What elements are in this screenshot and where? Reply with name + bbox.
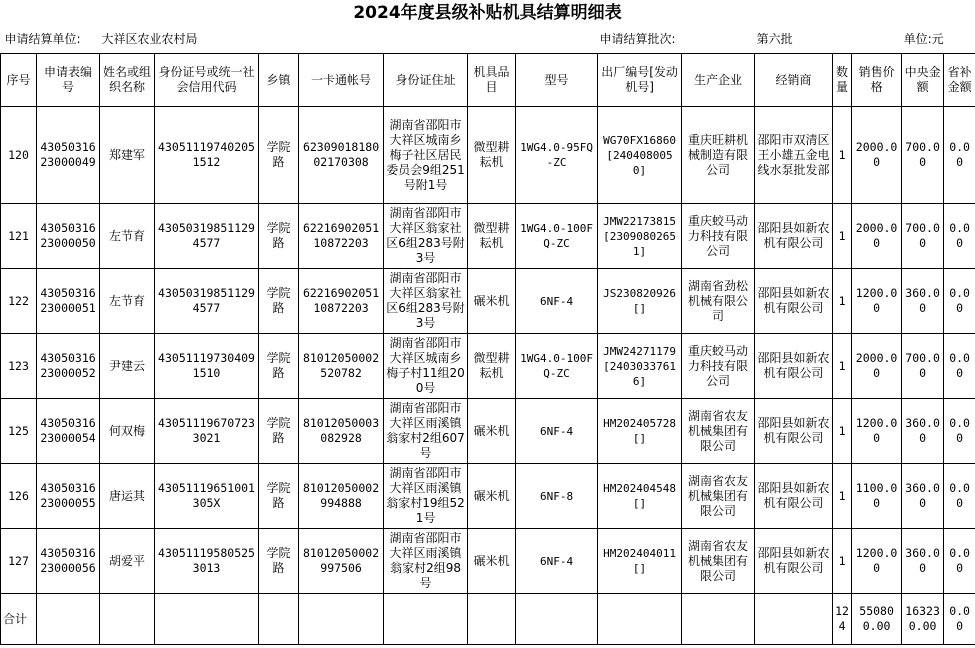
cell-qty: 1 bbox=[833, 464, 852, 529]
column-header: 省补金额 bbox=[944, 54, 975, 107]
cell-seq: 126 bbox=[1, 464, 37, 529]
column-header: 申请表编号 bbox=[37, 54, 100, 107]
total-central: 163230.00 bbox=[902, 594, 944, 645]
cell-prov: 0.00 bbox=[944, 464, 975, 529]
cell-price: 1200.00 bbox=[852, 399, 902, 464]
cell-qty: 1 bbox=[833, 529, 852, 594]
cell-item: 碾米机 bbox=[468, 269, 516, 334]
settlement-table bbox=[0, 26, 975, 645]
cell-item: 微型耕耘机 bbox=[468, 107, 516, 204]
column-header: 型号 bbox=[516, 54, 598, 107]
cell-price: 2000.00 bbox=[852, 107, 902, 204]
meta-row bbox=[1, 26, 975, 54]
total-label: 合计 bbox=[1, 594, 37, 645]
cell-prov: 0.00 bbox=[944, 269, 975, 334]
cell-central: 360.00 bbox=[902, 269, 944, 334]
cell-serial: JMW22173815[23090802651] bbox=[598, 204, 682, 269]
sheet-title: 2024年度县级补贴机具结算明细表 bbox=[353, 3, 622, 23]
cell-dealer: 邵阳县如新农机有限公司 bbox=[755, 529, 833, 594]
cell-dealer: 邵阳县如新农机有限公司 bbox=[755, 399, 833, 464]
cell-addr: 湖南省邵阳市大祥区翁家社区6组283号附3号 bbox=[384, 269, 468, 334]
column-header: 生产企业 bbox=[682, 54, 755, 107]
cell-serial: JMW24271179[24030337616] bbox=[598, 334, 682, 399]
cell-name: 尹建云 bbox=[100, 334, 155, 399]
cell-model: 1WG4.0-95FQ-ZC bbox=[516, 107, 598, 204]
cell-addr: 湖南省邵阳市大祥区雨溪镇翁家村2组607号 bbox=[384, 399, 468, 464]
cell-id: 430503198511294577 bbox=[155, 204, 259, 269]
cell-seq: 122 bbox=[1, 269, 37, 334]
cell-central: 700.00 bbox=[902, 334, 944, 399]
cell-dealer: 邵阳县如新农机有限公司 bbox=[755, 269, 833, 334]
cell-card: 81012050003082928 bbox=[299, 399, 384, 464]
cell-maker: 湖南省劲松机械有限公司 bbox=[682, 269, 755, 334]
cell-qty: 1 bbox=[833, 399, 852, 464]
column-header: 身份证住址 bbox=[384, 54, 468, 107]
table-row bbox=[1, 269, 975, 334]
cell-qty: 1 bbox=[833, 107, 852, 204]
cell-seq: 127 bbox=[1, 529, 37, 594]
column-header: 一卡通帐号 bbox=[299, 54, 384, 107]
cell-model: 6NF-4 bbox=[516, 399, 598, 464]
column-header: 姓名或组织名称 bbox=[100, 54, 155, 107]
total-price: 550800.00 bbox=[852, 594, 902, 645]
cell-prov: 0.00 bbox=[944, 204, 975, 269]
cell-id: 430503198511294577 bbox=[155, 269, 259, 334]
table-row bbox=[1, 204, 975, 269]
cell-id: 430511197402051512 bbox=[155, 107, 259, 204]
column-header: 机具品目 bbox=[468, 54, 516, 107]
cell-price: 1200.00 bbox=[852, 269, 902, 334]
cell-town: 学院路 bbox=[259, 399, 299, 464]
cell-id: 430511195805253013 bbox=[155, 529, 259, 594]
cell-item: 碾米机 bbox=[468, 399, 516, 464]
cell-card: 81012050002994888 bbox=[299, 464, 384, 529]
total-prov: 0.00 bbox=[944, 594, 975, 645]
cell-central: 700.00 bbox=[902, 107, 944, 204]
table-row bbox=[1, 464, 975, 529]
cell-item: 碾米机 bbox=[468, 464, 516, 529]
cell-id: 430511196707233021 bbox=[155, 399, 259, 464]
cell-app: 4305031623000056 bbox=[37, 529, 100, 594]
cell-dealer: 邵阳市双清区王小雄五金电线水泵批发部 bbox=[755, 107, 833, 204]
total-row bbox=[1, 594, 975, 645]
cell-seq: 123 bbox=[1, 334, 37, 399]
column-header: 销售价格 bbox=[852, 54, 902, 107]
cell-prov: 0.00 bbox=[944, 399, 975, 464]
cell-seq: 125 bbox=[1, 399, 37, 464]
cell-card: 6221690205110872203 bbox=[299, 204, 384, 269]
cell-maker: 湖南省农友机械集团有限公司 bbox=[682, 399, 755, 464]
column-header: 序号 bbox=[1, 54, 37, 107]
cell-price: 1200.00 bbox=[852, 529, 902, 594]
cell-card: 6230901818002170308 bbox=[299, 107, 384, 204]
cell-qty: 1 bbox=[833, 204, 852, 269]
header-row bbox=[1, 54, 975, 107]
cell-app: 4305031623000052 bbox=[37, 334, 100, 399]
cell-central: 360.00 bbox=[902, 464, 944, 529]
cell-id: 43051119651001305X bbox=[155, 464, 259, 529]
batch-value: 第六批 bbox=[755, 26, 902, 54]
column-header: 出厂编号[发动机号] bbox=[598, 54, 682, 107]
cell-addr: 湖南省邵阳市大祥区城南乡梅子村11组200号 bbox=[384, 334, 468, 399]
column-header: 数量 bbox=[833, 54, 852, 107]
cell-serial: WG70FX16860[2404080050] bbox=[598, 107, 682, 204]
cell-serial: HM202405728[] bbox=[598, 399, 682, 464]
cell-addr: 湖南省邵阳市大祥区城南乡梅子社区居民委员会9组251号附1号 bbox=[384, 107, 468, 204]
cell-price: 1100.00 bbox=[852, 464, 902, 529]
cell-serial: HM202404011[] bbox=[598, 529, 682, 594]
cell-town: 学院路 bbox=[259, 529, 299, 594]
cell-id: 430511197304091510 bbox=[155, 334, 259, 399]
cell-card: 81012050002997506 bbox=[299, 529, 384, 594]
total-qty: 124 bbox=[833, 594, 852, 645]
cell-app: 4305031623000054 bbox=[37, 399, 100, 464]
cell-seq: 120 bbox=[1, 107, 37, 204]
cell-prov: 0.00 bbox=[944, 529, 975, 594]
cell-app: 4305031623000051 bbox=[37, 269, 100, 334]
cell-maker: 重庆旺耕机械制造有限公司 bbox=[682, 107, 755, 204]
cell-town: 学院路 bbox=[259, 204, 299, 269]
cell-addr: 湖南省邵阳市大祥区雨溪镇翁家村2组98号 bbox=[384, 529, 468, 594]
cell-dealer: 邵阳县如新农机有限公司 bbox=[755, 464, 833, 529]
cell-maker: 湖南省农友机械集团有限公司 bbox=[682, 529, 755, 594]
cell-price: 2000.00 bbox=[852, 334, 902, 399]
cell-prov: 0.00 bbox=[944, 107, 975, 204]
cell-app: 4305031623000055 bbox=[37, 464, 100, 529]
cell-addr: 湖南省邵阳市大祥区雨溪镇翁家村19组521号 bbox=[384, 464, 468, 529]
column-header: 身份证号或统一社会信用代码 bbox=[155, 54, 259, 107]
cell-serial: HM202404548[] bbox=[598, 464, 682, 529]
table-row bbox=[1, 107, 975, 204]
table-row bbox=[1, 529, 975, 594]
cell-serial: JS230820926[] bbox=[598, 269, 682, 334]
cell-app: 4305031623000049 bbox=[37, 107, 100, 204]
cell-central: 700.00 bbox=[902, 204, 944, 269]
cell-town: 学院路 bbox=[259, 269, 299, 334]
cell-name: 左节育 bbox=[100, 204, 155, 269]
cell-name: 唐运其 bbox=[100, 464, 155, 529]
cell-model: 1WG4.0-100FQ-ZC bbox=[516, 334, 598, 399]
cell-card: 6221690205110872203 bbox=[299, 269, 384, 334]
cell-name: 何双梅 bbox=[100, 399, 155, 464]
cell-price: 2000.00 bbox=[852, 204, 902, 269]
cell-qty: 1 bbox=[833, 269, 852, 334]
table-row bbox=[1, 334, 975, 399]
cell-card: 81012050002520782 bbox=[299, 334, 384, 399]
column-header: 乡镇 bbox=[259, 54, 299, 107]
unit-label: 申请结算单位: bbox=[1, 26, 100, 54]
cell-model: 6NF-4 bbox=[516, 269, 598, 334]
table-row bbox=[1, 399, 975, 464]
cell-central: 360.00 bbox=[902, 399, 944, 464]
currency-label: 单位:元 bbox=[902, 26, 975, 54]
cell-app: 4305031623000050 bbox=[37, 204, 100, 269]
cell-item: 碾米机 bbox=[468, 529, 516, 594]
batch-label: 申请结算批次: bbox=[598, 26, 755, 54]
cell-town: 学院路 bbox=[259, 334, 299, 399]
cell-addr: 湖南省邵阳市大祥区翁家社区6组283号附3号 bbox=[384, 204, 468, 269]
cell-seq: 121 bbox=[1, 204, 37, 269]
cell-name: 左节育 bbox=[100, 269, 155, 334]
cell-maker: 湖南省农友机械集团有限公司 bbox=[682, 464, 755, 529]
cell-town: 学院路 bbox=[259, 464, 299, 529]
cell-item: 微型耕耘机 bbox=[468, 204, 516, 269]
cell-item: 微型耕耘机 bbox=[468, 334, 516, 399]
cell-model: 6NF-4 bbox=[516, 529, 598, 594]
cell-qty: 1 bbox=[833, 334, 852, 399]
cell-central: 360.00 bbox=[902, 529, 944, 594]
cell-maker: 重庆蛟马动力科技有限公司 bbox=[682, 204, 755, 269]
cell-town: 学院路 bbox=[259, 107, 299, 204]
column-header: 经销商 bbox=[755, 54, 833, 107]
cell-model: 6NF-8 bbox=[516, 464, 598, 529]
unit-value: 大祥区农业农村局 bbox=[100, 26, 299, 54]
cell-dealer: 邵阳县如新农机有限公司 bbox=[755, 334, 833, 399]
cell-prov: 0.00 bbox=[944, 334, 975, 399]
cell-model: 1WG4.0-100FQ-ZC bbox=[516, 204, 598, 269]
cell-dealer: 邵阳县如新农机有限公司 bbox=[755, 204, 833, 269]
column-header: 中央金额 bbox=[902, 54, 944, 107]
cell-name: 胡爱平 bbox=[100, 529, 155, 594]
cell-maker: 重庆蛟马动力科技有限公司 bbox=[682, 334, 755, 399]
cell-name: 郑建军 bbox=[100, 107, 155, 204]
